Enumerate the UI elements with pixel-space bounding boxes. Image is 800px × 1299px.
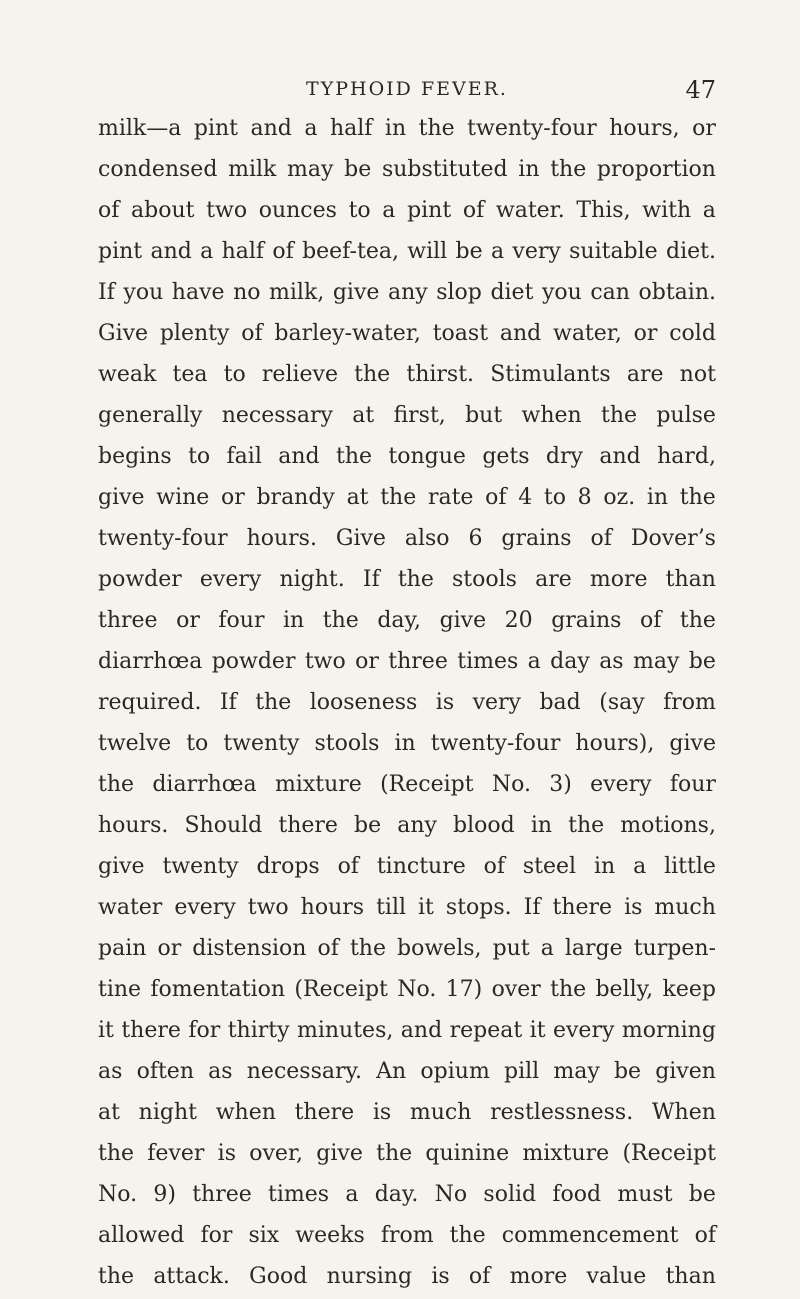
running-title: TYPHOID FEVER. xyxy=(306,78,508,100)
text-line: generally necessary at first, but when the pulse xyxy=(98,403,716,428)
text-line: If you have no milk, give any slop diet you can obtain. xyxy=(98,280,716,305)
text-line: begins to fail and the tongue gets dry and hard, xyxy=(98,444,716,469)
text-line: at night when there is much restlessness. When xyxy=(98,1100,716,1125)
text-line: three or four in the day, give 20 grains of the xyxy=(98,608,716,633)
text-line: give wine or brandy at the rate of 4 to 8 oz. in the xyxy=(98,485,716,510)
text-line: as often as necessary. An opium pill may be given xyxy=(98,1059,716,1084)
running-head xyxy=(98,76,716,106)
text-line: Give plenty of barley-water, toast and water, or cold xyxy=(98,321,716,346)
text-line: the attack. Good nursing is of more value than xyxy=(98,1264,716,1289)
text-line: tine fomentation (Receipt No. 17) over the belly, keep xyxy=(98,977,716,1002)
text-line: milk—a pint and a half in the twenty-four hours, or xyxy=(98,116,716,141)
body-text xyxy=(98,108,716,1297)
page-number: 47 xyxy=(685,76,716,104)
text-line: powder every night. If the stools are more than xyxy=(98,567,716,592)
text-line: condensed milk may be substituted in the proportion xyxy=(98,157,716,182)
text-line: give twenty drops of tincture of steel in a little xyxy=(98,854,716,879)
text-line: of about two ounces to a pint of water. This, with a xyxy=(98,198,716,223)
text-line: twelve to twenty stools in twenty-four hours), give xyxy=(98,731,716,756)
text-line: the diarrhœa mixture (Receipt No. 3) every four xyxy=(98,772,716,797)
text-line: pint and a half of beef-tea, will be a very suitable diet. xyxy=(98,239,716,264)
text-line: twenty-four hours. Give also 6 grains of Dover’s xyxy=(98,526,716,551)
text-line: it there for thirty minutes, and repeat it every morning xyxy=(98,1018,716,1043)
text-line: diarrhœa powder two or three times a day as may be xyxy=(98,649,716,674)
text-line: required. If the looseness is very bad (say from xyxy=(98,690,716,715)
text-line: hours. Should there be any blood in the motions, xyxy=(98,813,716,838)
text-line: weak tea to relieve the thirst. Stimulants are not xyxy=(98,362,716,387)
text-line: the fever is over, give the quinine mixture (Receipt xyxy=(98,1141,716,1166)
text-line: pain or distension of the bowels, put a large turpen- xyxy=(98,936,716,961)
text-line: allowed for six weeks from the commencement of xyxy=(98,1223,716,1248)
text-line: No. 9) three times a day. No solid food must be xyxy=(98,1182,716,1207)
text-line: water every two hours till it stops. If there is much xyxy=(98,895,716,920)
